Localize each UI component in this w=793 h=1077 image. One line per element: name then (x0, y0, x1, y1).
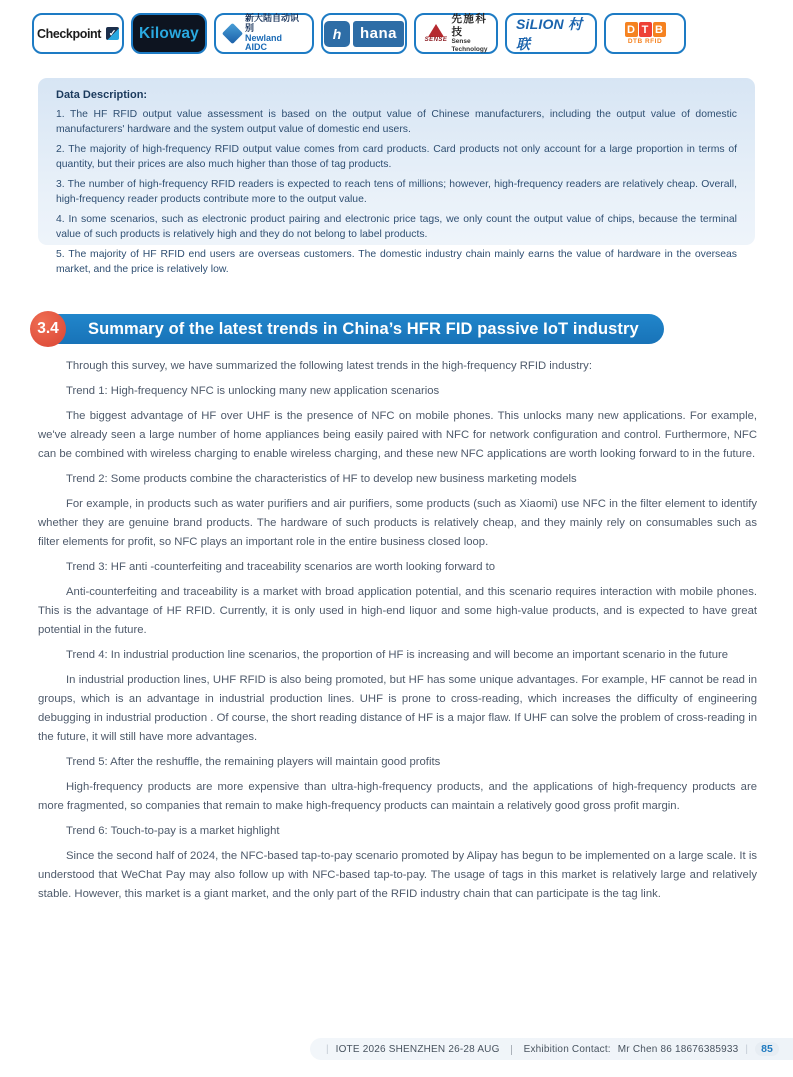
sense-triangle-icon (428, 24, 444, 37)
trend-heading: Trend 3: HF anti -counterfeiting and traceability scenarios are worth looking forward to (66, 561, 496, 573)
dtb-letter-d: D (625, 22, 638, 37)
hana-wordmark: hana (360, 25, 398, 42)
body-paragraph: High-frequency products are more expensive than ultra-high-frequency products, and the applications of high-frequency products are more fragmented, so companies that remain to make high-frequency products can maintain a relatively good gross profit margin. (38, 781, 757, 812)
data-description-item: 5. The majority of HF RFID end users are overseas customers. The domestic industry chain mainly earns the value of hardware in the overseas market, and the price is relatively low. (56, 249, 737, 275)
footer-separator: ｜ (506, 1045, 517, 1057)
footer-event: IOTE 2026 SHENZHEN 26-28 AUG (335, 1043, 500, 1055)
newland-diamond-icon (222, 23, 243, 44)
section-number-badge (30, 311, 66, 347)
body-paragraph: Through this survey, we have summarized the following latest trends in the high-frequency RFID industry: (66, 360, 592, 372)
body-text (38, 357, 757, 910)
newland-chinese-name: 新大陆自动识别 (245, 12, 300, 33)
logo-newland-aidc (214, 13, 314, 54)
logo-silion (505, 13, 597, 54)
dtb-letter-b: B (653, 22, 666, 37)
logo-kiloway (131, 13, 207, 54)
data-description-item: 1. The HF RFID output value assessment is based on the output value of Chinese manufacturers, including the output value of domestic manufacturers' hardware and the system output value of domestic end users. (56, 109, 737, 135)
section-title: Summary of the latest trends in China’s HFR FID passive IoT industry (88, 319, 639, 338)
body-paragraph: Since the second half of 2024, the NFC-based tap-to-pay scenario promoted by Alipay has begun to be implemented on a large scale. It is understood that WeChat Pay may also follow up with NFC-based tap-to-pay. The usage of tags in this market is relatively large and relatively stable. However, this market is a giant market, and the only part of the RFID industry chain that can participate is the tag link. (38, 850, 757, 900)
data-description-box (38, 78, 755, 275)
silion-wordmark: SiLION 村联 (516, 15, 583, 52)
footer-divider: | (325, 1043, 329, 1055)
trend-heading: Trend 6: Touch-to-pay is a market highlight (66, 825, 280, 837)
section-heading (30, 311, 670, 347)
checkpoint-check-icon: ✓ (106, 27, 119, 40)
newland-english-name: Newland AIDC (245, 32, 283, 53)
checkpoint-wordmark: Checkpoint (36, 26, 102, 41)
data-description-item: 3. The number of high-frequency RFID readers is expected to reach tens of millions; however, high-frequency readers are relatively cheap. Overall, high-frequency reader products contribute more to the output value. (56, 179, 737, 205)
data-description-item: 4. In some scenarios, such as electronic product pairing and electronic price tags, we only count the output value of chips, because the terminal value of such products is relatively high and they do not belong to label products. (56, 214, 737, 240)
logo-sense-technology (414, 13, 498, 54)
data-description-title: Data Description: (56, 89, 148, 101)
body-paragraph: Anti-counterfeiting and traceability is a market with broad application potential, and this scenario requires interaction with mobile phones. This is the advantage of HF RFID. Currently, it is only used in high-end liquor and some high-value products, and is expected to have great potential in the future. (38, 586, 757, 636)
trend-heading: Trend 5: After the reshuffle, the remaining players will maintain good profits (66, 756, 441, 768)
page-footer (310, 1038, 793, 1060)
body-paragraph: For example, in products such as water purifiers and air purifiers, some products (such as Xiaomi) use NFC in the filter element to identify whether they are genuine brand products. The hardware of such products is relatively cheap, and they mainly rely on consumables such as filter elements for profit, so NFC plays an important role in the entire business closed loop. (38, 498, 757, 548)
dtb-subtitle: DTB RFID (627, 38, 663, 45)
dtb-letter-t: T (639, 22, 652, 37)
section-number: 3.4 (37, 320, 59, 337)
data-description-item: 2. The majority of high-frequency RFID output value comes from card products. Card products not only account for a large proportion in terms of quantity, but their prices are also much higher than those of tag products. (56, 144, 737, 170)
sense-chinese-name: 先施科技 (451, 13, 488, 38)
kiloway-wordmark: Kiloway (139, 24, 199, 42)
sense-english-name: Sense Technology (451, 38, 488, 54)
trend-heading: Trend 1: High-frequency NFC is unlocking many new application scenarios (66, 385, 440, 397)
body-paragraph: The biggest advantage of HF over UHF is the presence of NFC on mobile phones. This unlocks many new applications. For example, we've already seen a large number of home appliances being easily paired with NFC for network configuration and control. Furthermore, NFC can be combined with wireless charging to enable wireless charging, and these new NFC applications are worth looking forward to in the future. (38, 410, 757, 460)
page-number: 85 (755, 1042, 779, 1056)
trend-heading: Trend 4: In industrial production line scenarios, the proportion of HF is increasing and will become an important scenario in the future (66, 649, 729, 661)
footer-contact: Mr Chen 86 18676385933 (617, 1043, 739, 1055)
logo-hana (321, 13, 407, 54)
sponsor-logo-row (32, 13, 686, 54)
footer-contact-label: Exhibition Contact: (523, 1043, 611, 1055)
hana-monogram-icon: h (324, 21, 350, 47)
footer-divider: | (745, 1043, 748, 1055)
logo-dtb-rfid (604, 13, 686, 54)
trend-heading: Trend 2: Some products combine the characteristics of HF to develop new business marketing models (66, 473, 577, 485)
sense-brand: SENSE (424, 37, 448, 43)
body-paragraph: In industrial production lines, UHF RFID is also being promoted, but HF has some unique advantages. For example, HF cannot be read in groups, which is an advantage in industrial production lines. UHF is prone to cross-reading, which increases the difficulty of engineering debugging in industrial production . Of course, the short reading distance of HF is a major flaw. If UHF can solve the problem of cross-reading in the future, it will still have more advantages. (38, 674, 757, 743)
section-title-bar (44, 314, 664, 344)
logo-checkpoint (32, 13, 124, 54)
